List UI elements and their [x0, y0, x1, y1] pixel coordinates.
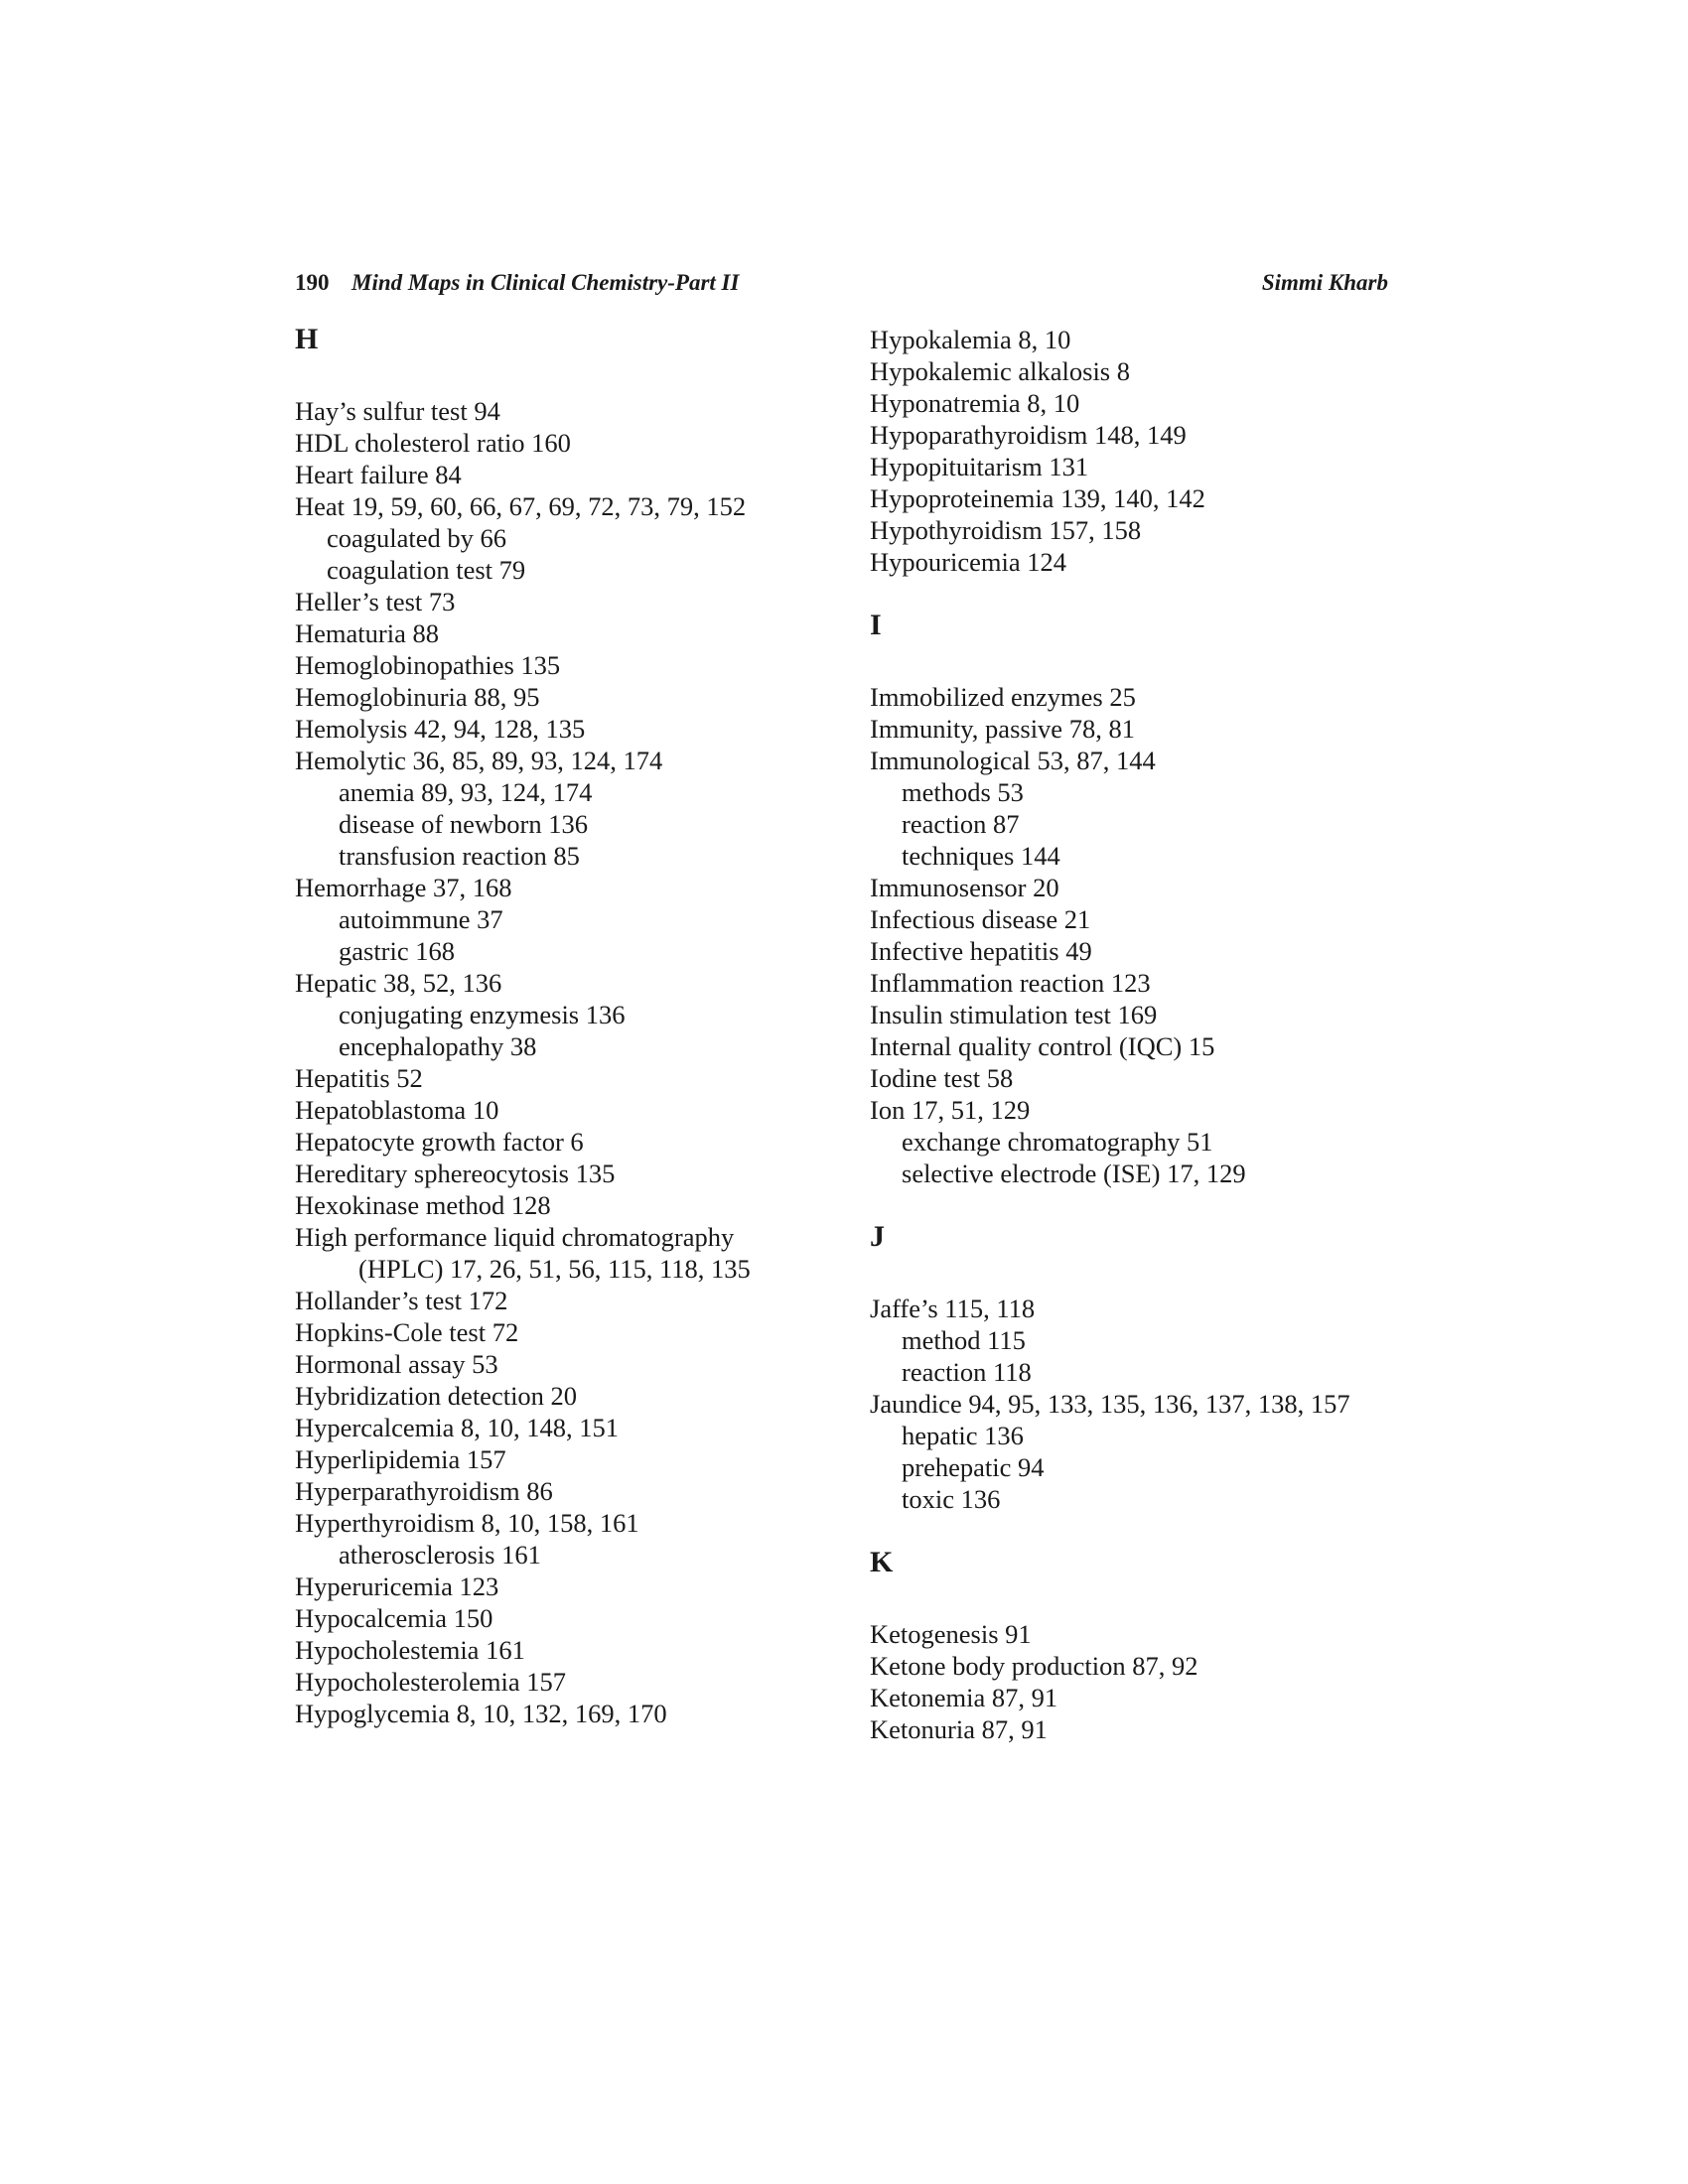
index-entry: Hematuria 88 — [295, 618, 439, 648]
index-subentry: conjugating enzymesis 136 — [339, 1000, 626, 1029]
index-entry: Hypocholestemia 161 — [295, 1635, 525, 1665]
index-entry: Heller’s test 73 — [295, 587, 456, 616]
index-entry: Hypouricemia 124 — [870, 547, 1066, 577]
index-entry: Jaffe’s 115, 118 — [870, 1294, 1036, 1323]
index-entry: Immunological 53, 87, 144 — [870, 746, 1156, 775]
index-entry: Heat 19, 59, 60, 66, 67, 69, 72, 73, 79, 152 — [295, 491, 747, 521]
index-entry: Hemoglobinuria 88, 95 — [295, 682, 540, 712]
index-entry: Hypercalcemia 8, 10, 148, 151 — [295, 1413, 619, 1442]
running-header — [295, 270, 1388, 306]
index-subentry: prehepatic 94 — [902, 1452, 1045, 1482]
index-entry: High performance liquid chromatography — [295, 1222, 735, 1252]
index-entry: Hereditary sphereocytosis 135 — [295, 1159, 616, 1188]
section-letter: J — [870, 1220, 885, 1253]
index-entry: Hybridization detection 20 — [295, 1381, 578, 1411]
index-entry: Iodine test 58 — [870, 1063, 1014, 1093]
index-entry: Hemolysis 42, 94, 128, 135 — [295, 714, 586, 744]
index-subentry: exchange chromatography 51 — [902, 1127, 1213, 1157]
index-entry: Insulin stimulation test 169 — [870, 1000, 1158, 1029]
index-entry: Jaundice 94, 95, 133, 135, 136, 137, 138, 157 — [870, 1389, 1350, 1419]
index-entry: Ketonuria 87, 91 — [870, 1714, 1048, 1744]
index-entry: Immobilized enzymes 25 — [870, 682, 1136, 712]
index-subentry: transfusion reaction 85 — [339, 841, 580, 871]
index-entry: Hypocalcemia 150 — [295, 1603, 493, 1633]
index-entry: Immunity, passive 78, 81 — [870, 714, 1135, 744]
index-entry: Hyperlipidemia 157 — [295, 1444, 506, 1474]
index-entry: Hepatic 38, 52, 136 — [295, 968, 502, 998]
index-entry: Hyperparathyroidism 86 — [295, 1476, 553, 1506]
index-entry: Hemorrhage 37, 168 — [295, 873, 512, 902]
index-subentry: disease of newborn 136 — [339, 809, 588, 839]
index-entry: Hemolytic 36, 85, 89, 93, 124, 174 — [295, 746, 663, 775]
index-subentry: techniques 144 — [902, 841, 1060, 871]
index-entry: Hormonal assay 53 — [295, 1349, 498, 1379]
index-entry: Hypothyroidism 157, 158 — [870, 515, 1142, 545]
index-entry: Hyponatremia 8, 10 — [870, 388, 1080, 418]
index-entry: Hepatocyte growth factor 6 — [295, 1127, 584, 1157]
index-subentry: reaction 118 — [902, 1357, 1032, 1387]
index-entry: Heart failure 84 — [295, 460, 462, 489]
index-subentry: toxic 136 — [902, 1484, 1001, 1514]
index-subentry: encephalopathy 38 — [339, 1031, 537, 1061]
page-number: 190 — [295, 270, 330, 295]
index-entry: Hypokalemic alkalosis 8 — [870, 356, 1130, 386]
book-title: Mind Maps in Clinical Chemistry-Part II — [352, 270, 740, 295]
index-entry: Hepatoblastoma 10 — [295, 1095, 499, 1125]
index-entry-continuation: (HPLC) 17, 26, 51, 56, 115, 118, 135 — [358, 1254, 751, 1284]
index-entry: Ketogenesis 91 — [870, 1619, 1032, 1649]
author-name: Simmi Kharb — [1261, 270, 1388, 295]
index-entry: Ion 17, 51, 129 — [870, 1095, 1031, 1125]
index-entry: Hepatitis 52 — [295, 1063, 423, 1093]
index-entry: Inflammation reaction 123 — [870, 968, 1151, 998]
section-letter: I — [870, 609, 882, 641]
index-subentry: coagulated by 66 — [327, 523, 507, 553]
index-entry: Hopkins-Cole test 72 — [295, 1317, 519, 1347]
index-entry: Hypopituitarism 131 — [870, 452, 1089, 481]
index-subentry: reaction 87 — [902, 809, 1020, 839]
index-entry: Hollander’s test 172 — [295, 1286, 508, 1315]
index-entry: Hexokinase method 128 — [295, 1190, 551, 1220]
index-entry: Hypokalemia 8, 10 — [870, 325, 1071, 354]
index-column-left — [295, 324, 851, 1729]
index-entry: Hypoproteinemia 139, 140, 142 — [870, 483, 1205, 513]
index-entry: Hay’s sulfur test 94 — [295, 396, 500, 426]
index-entry: Hemoglobinopathies 135 — [295, 650, 561, 680]
index-subentry: anemia 89, 93, 124, 174 — [339, 777, 593, 807]
index-subentry: methods 53 — [902, 777, 1024, 807]
section-letter: K — [870, 1546, 894, 1578]
index-entry: Hyperuricemia 123 — [295, 1571, 499, 1601]
index-entry: Hyperthyroidism 8, 10, 158, 161 — [295, 1508, 639, 1538]
index-subentry: hepatic 136 — [902, 1421, 1024, 1450]
index-entry: Internal quality control (IQC) 15 — [870, 1031, 1215, 1061]
index-entry: Ketonemia 87, 91 — [870, 1683, 1058, 1712]
section-letter: H — [295, 323, 319, 355]
index-entry: Infective hepatitis 49 — [870, 936, 1092, 966]
index-subentry: autoimmune 37 — [339, 904, 503, 934]
index-entry: Hypoparathyroidism 148, 149 — [870, 420, 1187, 450]
index-entry: HDL cholesterol ratio 160 — [295, 428, 571, 458]
index-subentry: selective electrode (ISE) 17, 129 — [902, 1159, 1246, 1188]
index-subentry: atherosclerosis 161 — [339, 1540, 541, 1570]
index-entry: Infectious disease 21 — [870, 904, 1091, 934]
index-subentry: method 115 — [902, 1325, 1026, 1355]
index-entry: Ketone body production 87, 92 — [870, 1651, 1198, 1681]
index-subentry: coagulation test 79 — [327, 555, 526, 585]
index-entry: Immunosensor 20 — [870, 873, 1059, 902]
index-column-right — [870, 324, 1406, 1745]
index-entry: Hypoglycemia 8, 10, 132, 169, 170 — [295, 1699, 667, 1728]
index-entry: Hypocholesterolemia 157 — [295, 1667, 567, 1697]
index-subentry: gastric 168 — [339, 936, 456, 966]
